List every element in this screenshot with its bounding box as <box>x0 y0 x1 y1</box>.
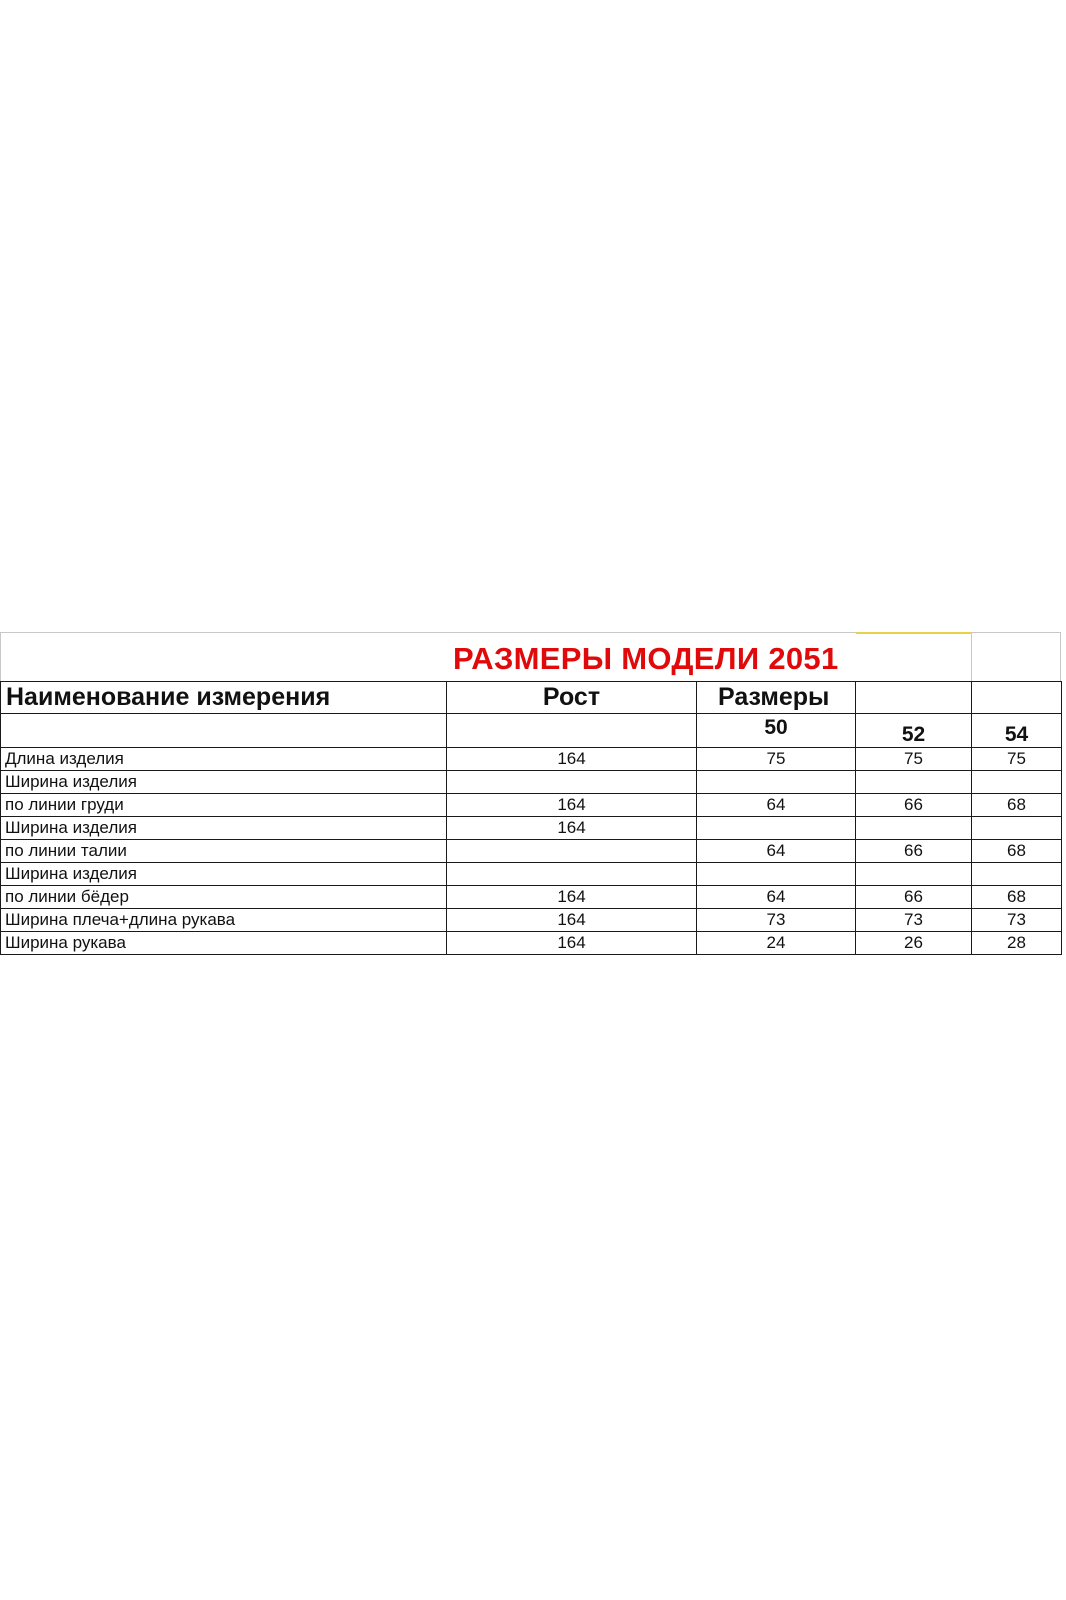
height-value: 164 <box>447 794 697 817</box>
height-value: 164 <box>447 909 697 932</box>
size-table <box>0 681 1062 955</box>
size-50-value: 64 <box>697 794 856 817</box>
size-50-value: 24 <box>697 932 856 955</box>
size-50-value <box>697 817 856 840</box>
size-54-value <box>972 771 1062 794</box>
size-50-value: 64 <box>697 840 856 863</box>
table-row <box>1 932 1062 955</box>
header-row <box>1 682 1062 714</box>
measurement-label: Длина изделия <box>1 748 447 771</box>
size-52-value: 75 <box>856 748 972 771</box>
size-54-value: 68 <box>972 794 1062 817</box>
size-50: 50 <box>697 714 856 748</box>
header-sizes: Размеры <box>697 682 856 714</box>
size-54: 54 <box>972 714 1062 748</box>
size-54-value: 28 <box>972 932 1062 955</box>
size-52-value <box>856 817 972 840</box>
table-row <box>1 863 1062 886</box>
size-numbers-row <box>1 714 1062 748</box>
empty-cell <box>447 714 697 748</box>
size-54-value <box>972 863 1062 886</box>
table-row <box>1 840 1062 863</box>
size-54-value: 68 <box>972 886 1062 909</box>
size-52-value: 26 <box>856 932 972 955</box>
size-52-value: 66 <box>856 840 972 863</box>
size-54-value: 68 <box>972 840 1062 863</box>
measurement-label: по линии талии <box>1 840 447 863</box>
measurement-label: Ширина изделия <box>1 771 447 794</box>
height-value: 164 <box>447 817 697 840</box>
table-row <box>1 794 1062 817</box>
size-54-value: 73 <box>972 909 1062 932</box>
measurement-label: Ширина рукава <box>1 932 447 955</box>
height-value: 164 <box>447 932 697 955</box>
measurement-label: Ширина изделия <box>1 817 447 840</box>
table-row <box>1 886 1062 909</box>
column-separator <box>971 633 972 681</box>
size-50-value <box>697 863 856 886</box>
size-50-value: 75 <box>697 748 856 771</box>
header-measurement-name: Наименование измерения <box>1 682 447 714</box>
chart-title: РАЗМЕРЫ МОДЕЛИ 2051 <box>453 641 839 676</box>
header-height: Рост <box>447 682 697 714</box>
size-54-value <box>972 817 1062 840</box>
measurement-label: Ширина плеча+длина рукава <box>1 909 447 932</box>
height-value: 164 <box>447 886 697 909</box>
size-52-value: 66 <box>856 886 972 909</box>
size-52: 52 <box>856 714 972 748</box>
height-value: 164 <box>447 748 697 771</box>
size-52-value <box>856 771 972 794</box>
measurement-label: по линии бёдер <box>1 886 447 909</box>
size-50-value <box>697 771 856 794</box>
size-52-value: 66 <box>856 794 972 817</box>
height-value <box>447 840 697 863</box>
size-chart-sheet <box>0 632 1061 955</box>
size-52-value: 73 <box>856 909 972 932</box>
size-52-value <box>856 863 972 886</box>
measurement-label: по линии груди <box>1 794 447 817</box>
table-row <box>1 748 1062 771</box>
table-row <box>1 817 1062 840</box>
header-empty-cell <box>972 682 1062 714</box>
height-value <box>447 863 697 886</box>
empty-cell <box>1 714 447 748</box>
measurement-label: Ширина изделия <box>1 863 447 886</box>
size-54-value: 75 <box>972 748 1062 771</box>
column-separator <box>1060 633 1061 681</box>
table-row <box>1 909 1062 932</box>
title-row <box>0 632 1061 681</box>
size-50-value: 73 <box>697 909 856 932</box>
header-empty-cell <box>856 682 972 714</box>
size-50-value: 64 <box>697 886 856 909</box>
table-row <box>1 771 1062 794</box>
height-value <box>447 771 697 794</box>
cell-highlight-mark <box>856 632 971 634</box>
